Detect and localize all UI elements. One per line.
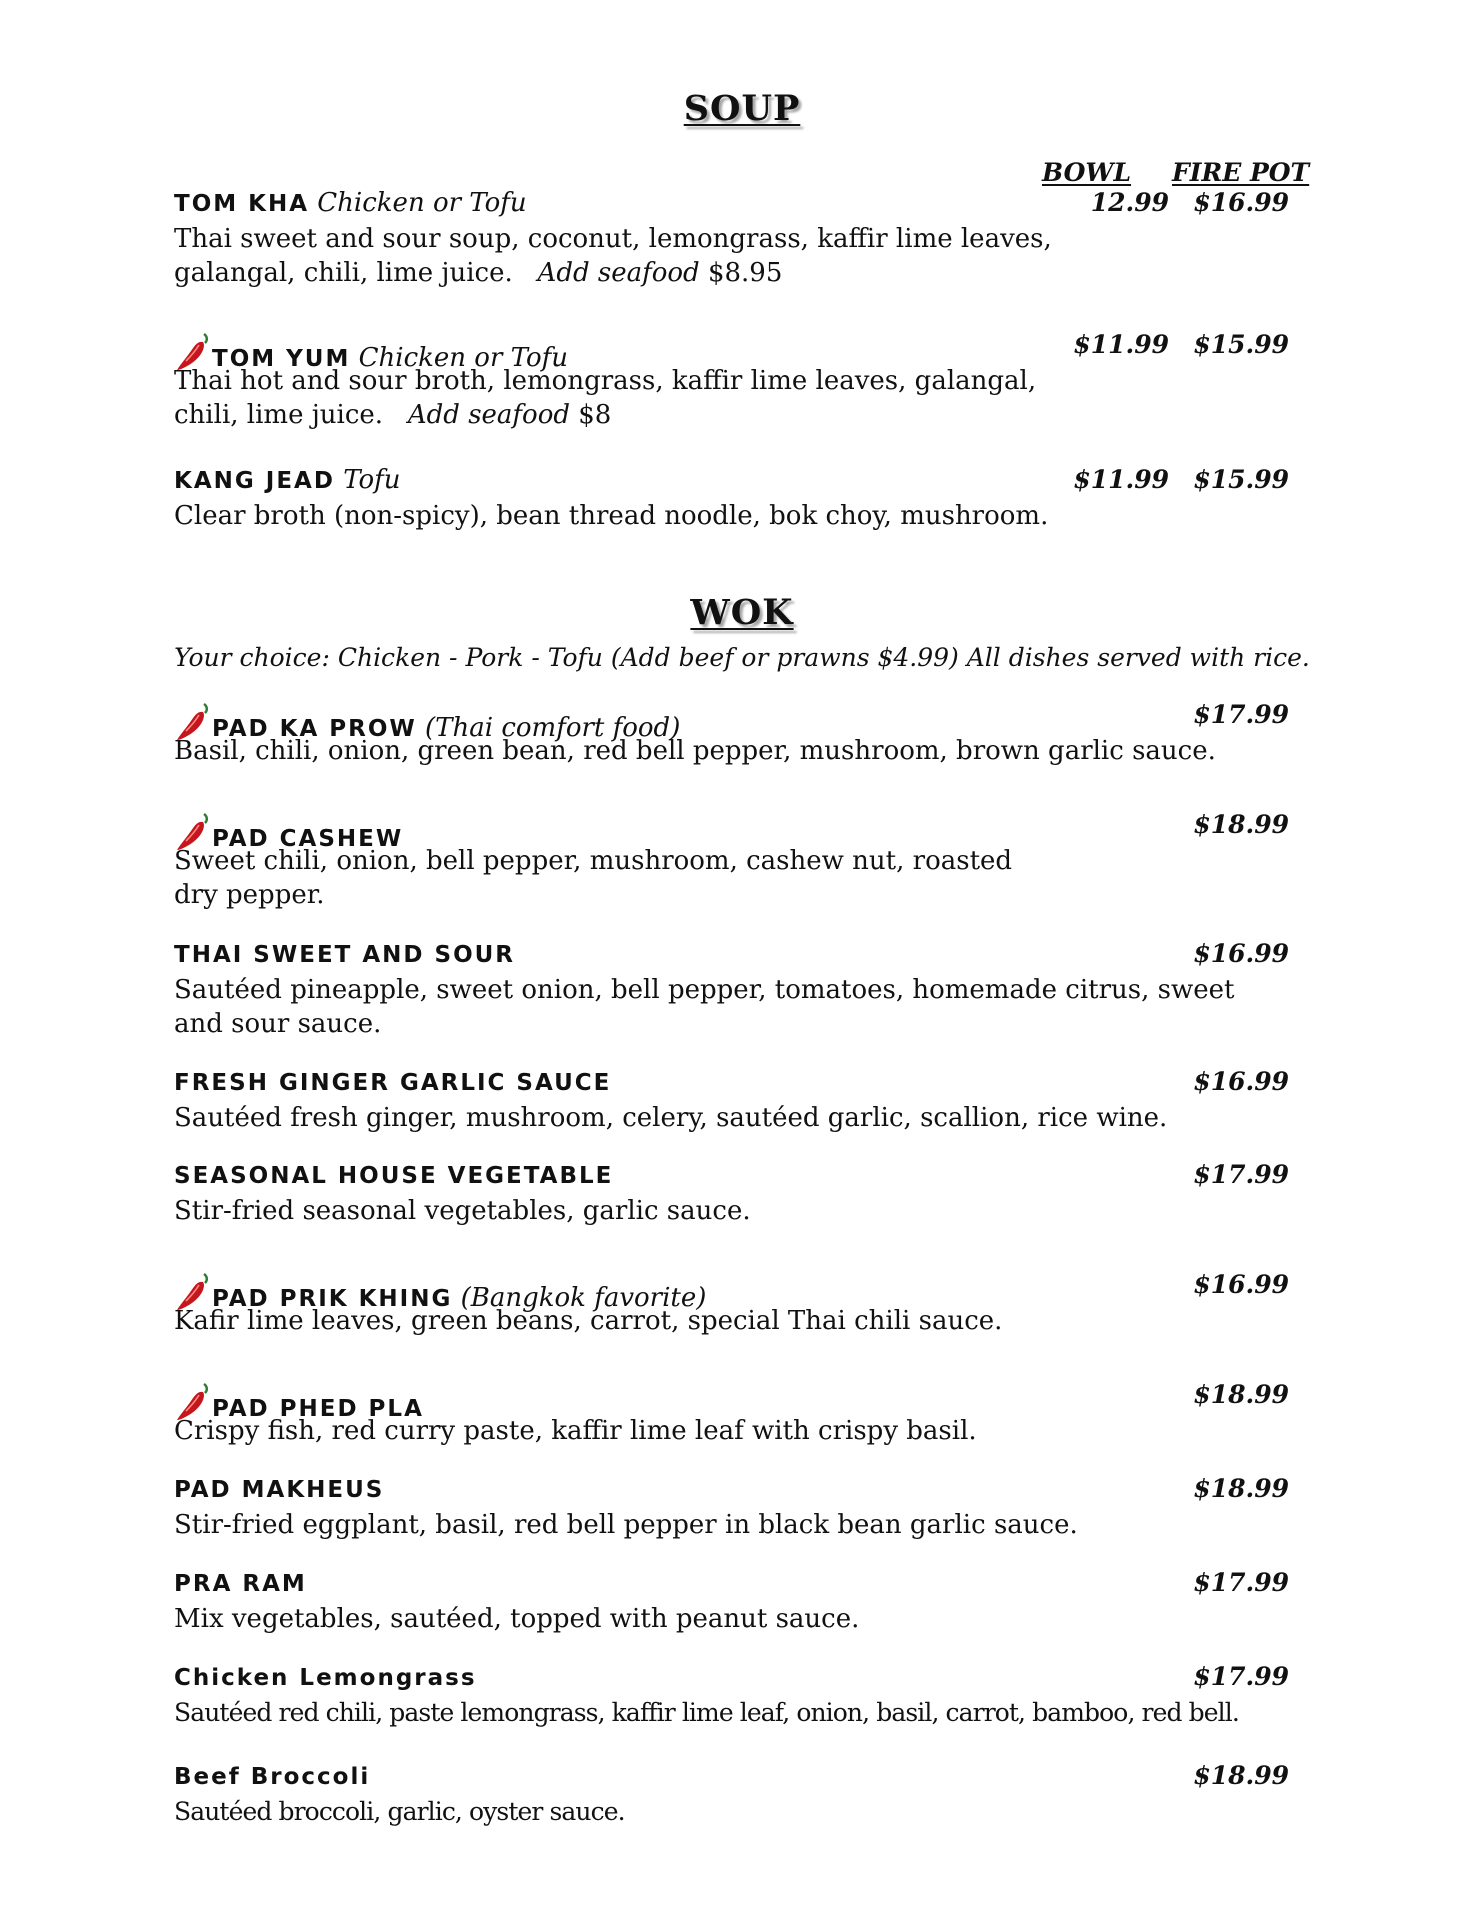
addon-price: $8.95 [707,258,783,288]
item-price: $17.99 [1193,1160,1289,1189]
menu-item-seasonal-house-vegetable [174,1160,1314,1228]
item-name: TOM YUM [212,346,351,372]
item-description: Stir-fried seasonal vegetables, garlic sauce. [174,1196,751,1226]
item-description: Sautéed fresh ginger, mushroom, celery, sautéed garlic, scallion, rice wine. [174,1103,1168,1133]
addon-price: $8 [578,400,612,430]
item-description: Thai hot and sour broth, lemongrass, kaffir lime leaves, galangal, [174,366,1037,396]
item-name: PAD MAKHEUS [174,1477,385,1503]
item-price: $17.99 [1193,1662,1289,1691]
bowl-column-header: BOWL [1042,158,1132,187]
item-qualifier: Tofu [343,465,401,495]
item-name: Chicken Lemongrass [174,1665,477,1691]
item-price: $18.99 [1193,810,1289,839]
chili-pepper-icon [174,1270,210,1312]
item-name: PAD CASHEW [212,826,404,852]
chili-pepper-icon [174,1380,210,1422]
item-description: Mix vegetables, sautéed, topped with peanut sauce. [174,1604,860,1634]
item-name: PAD PRIK KHING [212,1286,453,1312]
item-description-cont: galangal, chili, lime juice. Add seafood $8.95 [174,258,783,288]
item-name: TOM KHA [174,191,310,217]
firepot-price: $15.99 [1193,465,1289,494]
item-description-cont: and sour sauce. [174,1009,382,1039]
menu-item-pad-phed-pla [174,1380,1314,1448]
item-price: $17.99 [1193,1568,1289,1597]
bowl-price: 12.99 [1090,188,1169,217]
item-description: Basil, chili, onion, green bean, red bell pepper, mushroom, brown garlic sauce. [174,736,1216,766]
item-name: PAD KA PROW [212,716,417,742]
menu-item-tom-yum [174,330,1314,432]
item-price: $18.99 [1193,1761,1289,1790]
item-description: Thai sweet and sour soup, coconut, lemongrass, kaffir lime leaves, [174,224,1052,254]
item-qualifier: Chicken or Tofu [317,188,527,218]
item-price: $18.99 [1193,1474,1289,1503]
addon-label: Add seafood [537,258,700,288]
item-qualifier: Chicken or Tofu [358,343,568,373]
item-description: Crispy fish, red curry paste, kaffir lime leaf with crispy basil. [174,1416,977,1446]
item-name: Beef Broccoli [174,1764,371,1790]
menu-item-tom-kha [174,188,1314,290]
item-name: KANG JEAD [174,468,335,494]
firepot-price: $16.99 [1193,188,1289,217]
chili-pepper-icon [174,700,210,742]
menu-item-pad-cashew [174,810,1314,912]
item-price: $16.99 [1193,939,1289,968]
menu-item-pad-makheus [174,1474,1314,1542]
item-name: SEASONAL HOUSE VEGETABLE [174,1163,614,1189]
item-price: $16.99 [1193,1270,1289,1299]
item-qualifier: (Thai comfort food) [425,713,681,743]
item-description: Sweet chili, onion, bell pepper, mushroom, cashew nut, roasted [174,846,1013,876]
item-description: Stir-fried eggplant, basil, red bell pepper in black bean garlic sauce. [174,1510,1078,1540]
item-price: $17.99 [1193,700,1289,729]
item-description: Sautéed broccoli, garlic, oyster sauce. [174,1797,625,1826]
firepot-price: $15.99 [1193,330,1289,359]
item-description: Kafir lime leaves, green beans, carrot, special Thai chili sauce. [174,1306,1003,1336]
item-description: Clear broth (non-spicy), bean thread noodle, bok choy, mushroom. [174,501,1049,531]
chili-pepper-icon [174,330,210,372]
item-name: PAD PHED PLA [212,1396,424,1422]
wok-subtitle: Your choice: Chicken - Pork - Tofu (Add beef or prawns $4.99) All dishes served with rice. [174,643,1310,672]
menu-item-pad-prik-khing [174,1270,1314,1338]
menu-item-chicken-lemongrass [174,1662,1314,1730]
addon-label: Add seafood [407,400,570,430]
item-description-cont: dry pepper. [174,880,325,910]
wok-heading: WOK [690,592,794,633]
firepot-column-header: FIRE POT [1172,158,1310,187]
item-name: FRESH GINGER GARLIC SAUCE [174,1070,612,1096]
menu-item-thai-sweet-and-sour [174,939,1314,1041]
item-price: $16.99 [1193,1067,1289,1096]
item-name: THAI SWEET AND SOUR [174,942,516,968]
item-description: Sautéed red chili, paste lemongrass, kaffir lime leaf, onion, basil, carrot, bamboo, red bell. [174,1698,1239,1727]
menu-item-pad-ka-prow [174,700,1314,768]
item-name: PRA RAM [174,1571,307,1597]
item-qualifier: (Bangkok favorite) [460,1283,707,1313]
bowl-price: $11.99 [1073,330,1169,359]
menu-item-fresh-ginger-garlic-sauce [174,1067,1314,1135]
menu-item-beef-broccoli [174,1761,1314,1829]
item-price: $18.99 [1193,1380,1289,1409]
chili-pepper-icon [174,810,210,852]
bowl-price: $11.99 [1073,465,1169,494]
soup-heading: SOUP [683,88,801,129]
item-description-cont: chili, lime juice. Add seafood $8 [174,400,612,430]
item-description: Sautéed pineapple, sweet onion, bell pepper, tomatoes, homemade citrus, sweet [174,975,1235,1005]
menu-item-pra-ram [174,1568,1314,1636]
menu-item-kang-jead [174,465,1314,533]
